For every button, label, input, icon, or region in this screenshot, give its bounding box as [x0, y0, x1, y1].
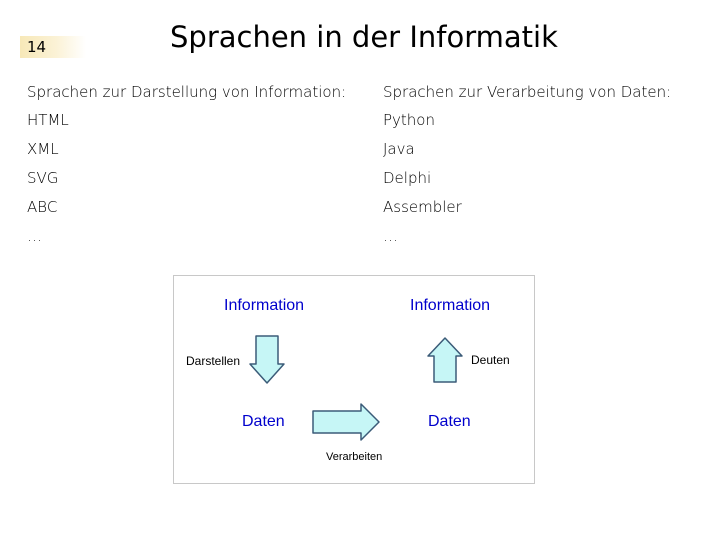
slide-title: Sprachen in der Informatik: [170, 20, 558, 54]
right-list-item: Delphi: [383, 169, 432, 187]
right-list-item: Python: [383, 111, 435, 129]
data-label-right: Daten: [428, 413, 471, 430]
left-list-item: SVG: [27, 169, 59, 187]
darstellen-label: Darstellen: [186, 354, 241, 368]
right-arrow-icon: [313, 404, 379, 440]
information-data-diagram: [173, 275, 535, 484]
right-list-item: Assembler: [383, 198, 462, 216]
left-list-item: HTML: [27, 111, 69, 129]
deuten-label: Deuten: [471, 353, 510, 367]
down-arrow-icon: [250, 336, 284, 383]
up-arrow-icon: [428, 338, 462, 382]
left-list-item: ABC: [27, 198, 58, 216]
left-column-heading: Sprachen zur Darstellung von Information:: [27, 83, 347, 101]
slide-number: 14: [27, 38, 47, 56]
right-list-item: …: [383, 227, 398, 245]
right-column-heading: Sprachen zur Verarbeitung von Daten:: [383, 83, 672, 101]
verarbeiten-label: Verarbeiten: [326, 451, 383, 463]
information-label-right: Information: [410, 297, 491, 314]
data-label-left: Daten: [242, 413, 285, 430]
left-list-item: …: [27, 227, 42, 245]
right-list-item: Java: [383, 140, 415, 158]
left-list-item: XML: [27, 140, 59, 158]
information-label-left: Information: [224, 297, 305, 314]
